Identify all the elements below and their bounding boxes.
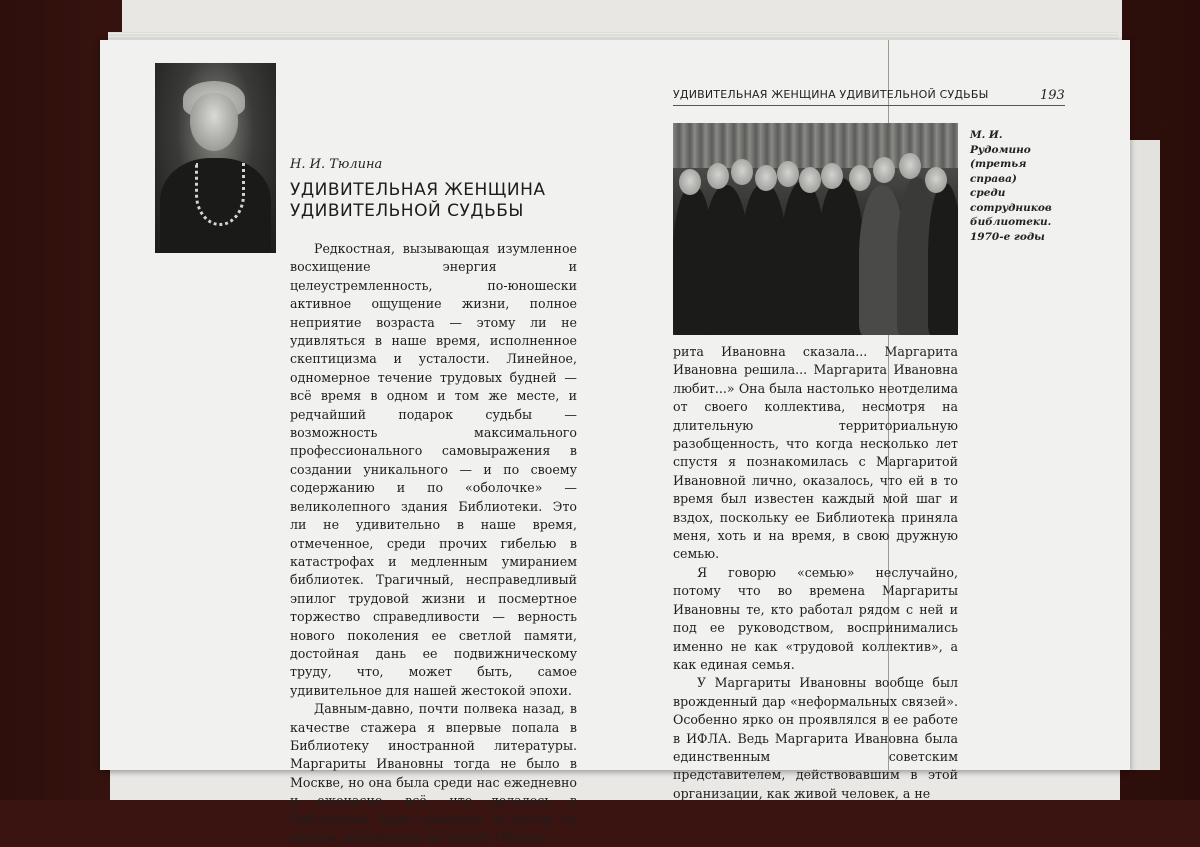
photo-face: [731, 159, 753, 185]
paragraph: Я говорю «семью» неслучайно, потому что во времена Маргариты Ивановны те, кто работал рядом с ней и под ее руководством, воспринимались именно не как «трудовой коллектив», а как единая семья.: [673, 564, 958, 672]
title-line-1: УДИВИТЕЛЬНАЯ ЖЕНЩИНА: [290, 180, 546, 200]
left-text-column: [290, 240, 577, 847]
photo-face: [679, 169, 701, 195]
paragraph: У Маргариты Ивановны вообще был врожденный дар «неформальных связей». Особенно ярко он проявлялся в ее работе в ИФЛА. Ведь Маргарита Ивановна была единственным советским представителем, действовавшим в этой организации, как живой человек, а не: [673, 675, 958, 801]
article-author: Н. И. Тюлина: [290, 157, 383, 172]
paragraph: рита Ивановна сказала... Маргарита Ивановна решила... Маргарита Ивановна любит...» Она была настолько неотделима от своего коллектива, несмотря на длительную территориальную разобщенность, что когда несколько лет спустя я познакомилась с Маргаритой Ивановной лично, оказалось, что ей в то время был известен каждый мой шаг и вздох, поскольку ее Библиотека приняла меня, хоть и на время, в свою дружную семью.: [673, 344, 958, 562]
photo-caption: М. И. Рудомино (третья справа) среди сотрудников библиотеки. 1970-е годы: [970, 129, 1052, 243]
photo-face: [873, 157, 895, 183]
photo-face: [925, 167, 947, 193]
right-text-column: [673, 343, 958, 803]
photo-person: [928, 183, 958, 335]
paragraph: Давным-давно, почти полвека назад, в качестве стажера я впервые попала в Библиотеку иностранной литературы. Маргариты Ивановны тогда не было в Москве, но она была среди нас ежедневно и ежечасно, всё, что делалось в Библиотеке, было освещено ее волей, ее вкусом, направлено ее рукой: «Марга-: [290, 701, 577, 845]
photo-face: [899, 153, 921, 179]
title-line-2: УДИВИТЕЛЬНОЙ СУДЬБЫ: [290, 201, 524, 221]
group-photo: [673, 123, 958, 335]
running-head: УДИВИТЕЛЬНАЯ ЖЕНЩИНА УДИВИТЕЛЬНОЙ СУДЬБЫ: [673, 88, 989, 101]
photo-face: [755, 165, 777, 191]
photo-face: [849, 165, 871, 191]
article-title: [290, 180, 546, 222]
paragraph: Редкостная, вызывающая изумленное восхищение энергия и целеустремленность, по-юношески активное ощущение жизни, полное неприятие возраста — этому ли не удивляться в наше время, исполненное скептицизма и усталости. Линейное, одномерное течение трудовых будней — всё время в одном и том же месте, и редчайший подарок судьбы — возможность максимального профессионального самовыражения в создании уникального — и по своему содержанию и по «оболочке» — великолепного здания Библиотеки. Это ли не удивительно в наше время, отмеченное, среди прочих гибелью в катастрофах и медленным умиранием библиотек. Трагичный, несправедливый эпилог трудовой жизни и посмертное торжество справедливости — верность нового поколения ее светлой памяти, достойная дань ее подвижническому труду, что, может быть, самое удивительное для нашей жестокой эпохи.: [290, 241, 577, 698]
photo-face: [821, 163, 843, 189]
header-rule: [673, 105, 1065, 106]
author-portrait-photo: [155, 63, 276, 253]
photo-person: [818, 178, 864, 335]
photo-face: [799, 167, 821, 193]
photo-face: [777, 161, 799, 187]
photo-face: [707, 163, 729, 189]
portrait-face: [190, 93, 238, 151]
page-number: 193: [1040, 88, 1065, 103]
portrait-necklace: [195, 163, 245, 226]
